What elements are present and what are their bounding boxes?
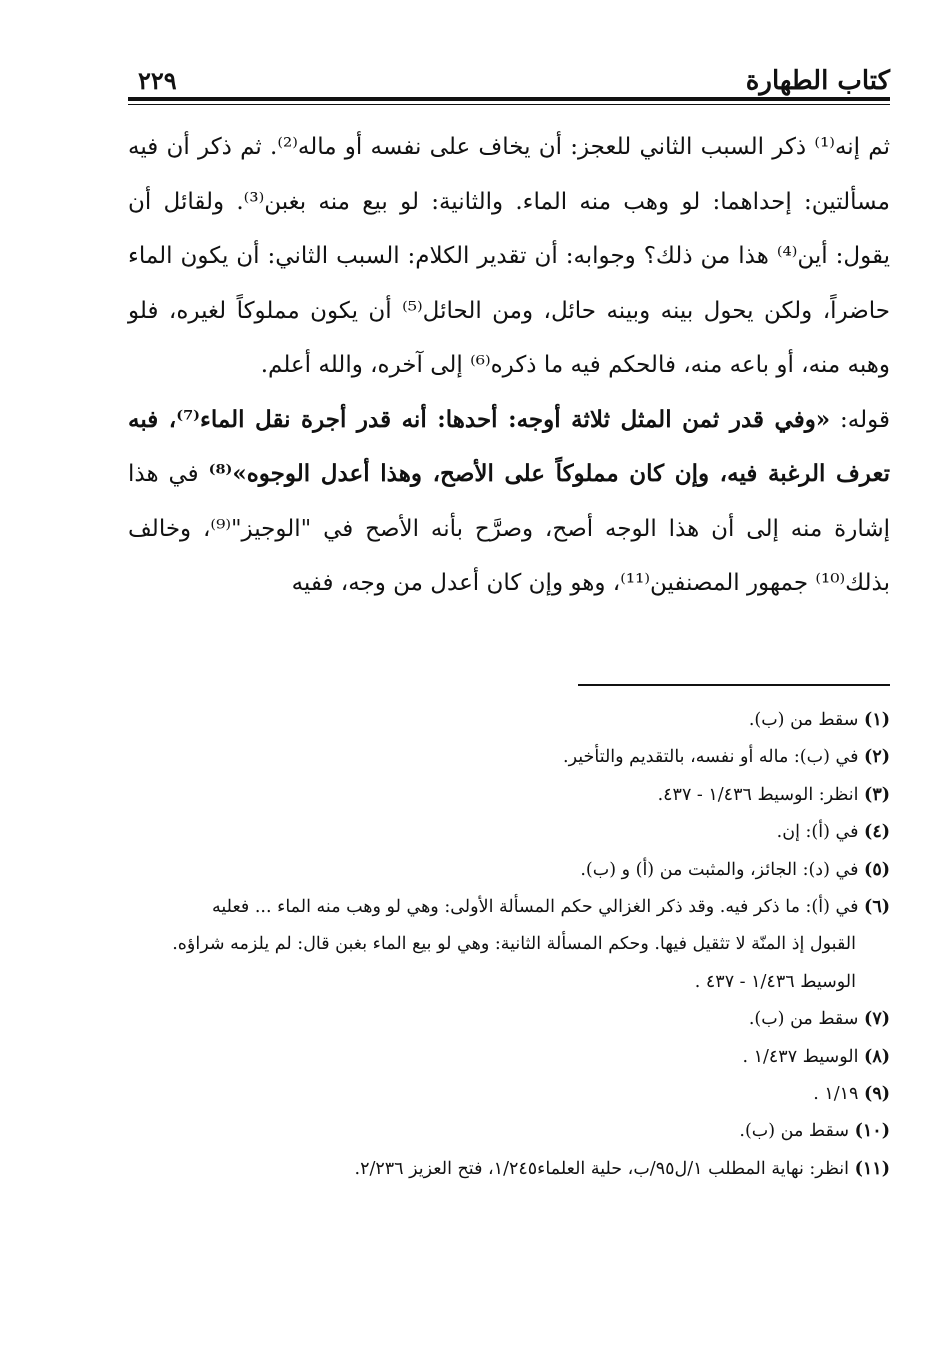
book-title: كتاب الطهارة [745, 66, 890, 96]
footnote-text: انظر: نهاية المطلب ١/ل٩٥/ب، حلية العلماء١/٢٤٥، فتح العزيز ٢/٢٣٦. [354, 1158, 850, 1179]
footnote-number: (١١) [854, 1158, 890, 1179]
footnote-7 [128, 1001, 890, 1038]
footnote-number: (١٠) [854, 1121, 890, 1142]
footnote-text: في (ب): ماله أو نفسه، بالتقديم والتأخير. [563, 747, 859, 768]
paragraph-2 [128, 393, 890, 611]
footnote-6 [128, 889, 890, 926]
footnote-number: (٥) [864, 859, 890, 880]
footnote-text: في (د): الجائز، والمثبت من (أ) و (ب). [580, 859, 859, 880]
quoted-text: «وفي قدر ثمن المثل ثلاثة أوجه: أحدها: أنه قدر أجرة نقل الماء⁽⁷⁾، فبه تعرف الرغبة فيه، وإن كان مملوكاً على الأصح، وهذا أعدل الوجوه»⁽⁸⁾ [128, 405, 890, 487]
footnote-9 [128, 1076, 890, 1113]
footnotes [128, 702, 890, 1188]
quote-lead: قوله: [830, 406, 890, 433]
footnote-text: سقط من (ب). [739, 1121, 850, 1142]
footnote-8 [128, 1039, 890, 1076]
footnote-text: سقط من (ب). [748, 710, 859, 730]
footnote-separator [578, 684, 890, 686]
footnote-6-continuation: الوسيط ١/٤٣٦ - ٤٣٧ . [694, 971, 856, 992]
footnote-number: (٢) [864, 747, 890, 768]
running-header [128, 62, 890, 96]
footnote-10 [128, 1113, 890, 1150]
footnote-number: (٧) [864, 1009, 890, 1030]
header-rule-thick [128, 97, 890, 101]
footnote-4 [128, 814, 890, 851]
footnote-number: (٤) [864, 822, 890, 843]
header-rule-thin [128, 104, 890, 105]
footnote-text: في (أ): إن. [776, 822, 859, 843]
footnote-text: الوسيط ١/٤٣٧ . [742, 1046, 859, 1067]
footnote-text: في (أ): ما ذكر فيه. وقد ذكر الغزالي حكم المسألة الأولى: وهي لو وهب منه الماء ... فعليه [212, 897, 859, 918]
footnote-1 [128, 702, 890, 739]
footnote-6-continuation: القبول إذ المنّة لا تثقيل فيها. وحكم المسألة الثانية: وهي لو بيع الماء بغبن قال: لم يلزمه شراؤه. [172, 934, 856, 955]
footnote-11 [128, 1151, 890, 1188]
page-number: ٢٢٩ [138, 66, 177, 95]
footnote-number: (٩) [864, 1084, 890, 1105]
footnote-text: سقط من (ب). [748, 1009, 859, 1030]
commentary-text: في هذا إشارة منه إلى أن هذا الوجه أصح، وصرَّح بأنه الأصح في "الوجيز"⁽⁹⁾، وخالف بذلك⁽¹⁰⁾ جمهور المصنفين⁽¹¹⁾، وهو وإن كان أعدل من وجه، ففيه [128, 461, 890, 596]
footnote-number: (٨) [864, 1046, 890, 1067]
footnote-number: (٣) [864, 784, 890, 805]
paragraph-1: ثم إنه⁽¹⁾ ذكر السبب الثاني للعجز: أن يخاف على نفسه أو ماله⁽²⁾. ثم ذكر أن فيه مسألتين: إحداهما: لو وهب منه الماء. والثانية: لو بيع منه بغبن⁽³⁾. ولقائل أن يقول: أين⁽⁴⁾ هذا من ذلك؟ وجوابه: أن تقدير الكلام: السبب الثاني: أن يكون الماء حاضراً، ولكن يحول بينه وبينه حائل، ومن الحائل⁽⁵⁾ أن يكون مملوكاً لغيره، فلو وهبه منه، أو باعه منه، فالحكم فيه ما ذكره⁽⁶⁾ إلى آخره، والله أعلم. [128, 134, 891, 378]
footnote-text: ١/١٩ . [813, 1084, 859, 1105]
footnote-number: (١) [864, 710, 890, 730]
footnote-3 [128, 777, 890, 814]
main-text [128, 120, 890, 611]
footnote-5 [128, 852, 890, 889]
footnote-text: انظر: الوسيط ١/٤٣٦ - ٤٣٧. [657, 784, 859, 805]
footnote-2 [128, 739, 890, 776]
footnote-number: (٦) [864, 897, 890, 918]
